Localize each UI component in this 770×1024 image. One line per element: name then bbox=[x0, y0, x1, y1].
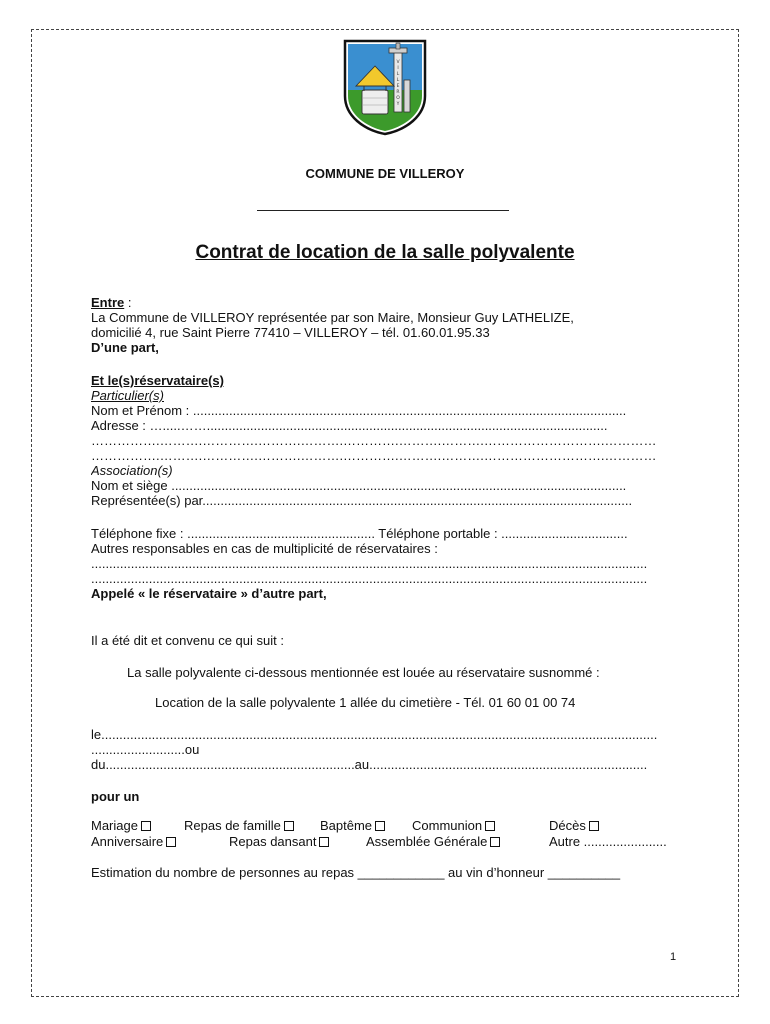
salle-louee: La salle polyvalente ci-dessous mentionnée est louée au réservataire susnommé : bbox=[127, 665, 600, 680]
svg-text:L: L bbox=[396, 78, 400, 83]
responsables-dots-2: .......................................................................................................................................................... bbox=[91, 571, 648, 586]
date-du-au-line: du.....................................................................au............................................................................. bbox=[91, 757, 648, 772]
svg-text:E: E bbox=[396, 84, 400, 89]
option-communion bbox=[412, 818, 495, 833]
separator-line bbox=[257, 210, 509, 211]
date-ou-line: ..........................ou bbox=[91, 742, 200, 757]
adresse-dots-1: …………….……….………….……….……….………….……….……….……………………….………… bbox=[91, 433, 657, 448]
option-repas-famille bbox=[184, 818, 294, 833]
option-mariage bbox=[91, 818, 151, 833]
svg-text:L: L bbox=[396, 72, 400, 77]
option-communion-label: Communion bbox=[412, 818, 483, 833]
autres-responsables-line: Autres responsables en cas de multiplicité de réservataires : bbox=[91, 541, 438, 556]
estimation-vin: au vin d’honneur __________ bbox=[448, 865, 621, 880]
une-part: D’une part, bbox=[91, 340, 159, 355]
dit-convenu: Il a été dit et convenu ce qui suit : bbox=[91, 633, 284, 648]
adresse-dots-2: …………….……….………….……….……….………….……….……….……………………….………… bbox=[91, 448, 657, 463]
page-number: 1 bbox=[670, 951, 677, 963]
svg-text:Y: Y bbox=[396, 102, 400, 107]
option-bapteme bbox=[320, 818, 385, 833]
checkbox-icon bbox=[375, 821, 385, 831]
location-address: Location de la salle polyvalente 1 allée du cimetière - Tél. 01 60 01 00 74 bbox=[155, 695, 576, 710]
entre-label: Entre bbox=[91, 295, 125, 310]
checkbox-icon bbox=[319, 837, 329, 847]
checkbox-icon bbox=[485, 821, 495, 831]
option-repas-dansant-label: Repas dansant bbox=[229, 834, 317, 849]
option-deces bbox=[549, 818, 599, 833]
checkbox-icon bbox=[589, 821, 599, 831]
contact-section bbox=[91, 526, 681, 601]
svg-text:O: O bbox=[396, 96, 400, 101]
representee-line: Représentée(s) par....................................................................................................................... bbox=[91, 493, 633, 508]
date-le-line: le.......................................................................................................................................................... bbox=[91, 727, 658, 742]
nom-prenom-line: Nom et Prénom : ........................................................................................................................ bbox=[91, 403, 627, 418]
appele-reservataire: Appelé « le réservataire » d’autre part, bbox=[91, 586, 327, 601]
option-anniversaire bbox=[91, 834, 176, 849]
parties-section bbox=[91, 295, 681, 355]
responsables-dots-1: .......................................................................................................................................................... bbox=[91, 556, 648, 571]
commune-heading: COMMUNE DE VILLEROY bbox=[305, 166, 465, 181]
entre-colon: : bbox=[124, 295, 132, 310]
option-mariage-label: Mariage bbox=[91, 818, 138, 833]
commune-representation: La Commune de VILLEROY représentée par son Maire, Monsieur Guy LATHELIZE, bbox=[91, 310, 574, 325]
option-repas-famille-label: Repas de famille bbox=[184, 818, 281, 833]
checkbox-icon bbox=[166, 837, 176, 847]
entre-line bbox=[91, 295, 681, 310]
contract-title: Contrat de location de la salle polyvalente bbox=[195, 242, 575, 263]
option-bapteme-label: Baptême bbox=[320, 818, 373, 833]
option-assemblee bbox=[366, 834, 500, 849]
telephone-line: Téléphone fixe : .................................................... Téléphone portable : ................................... bbox=[91, 526, 628, 541]
svg-text:R: R bbox=[396, 90, 400, 95]
pour-un-label: pour un bbox=[91, 789, 140, 804]
nom-siege-line: Nom et siège .............................................................................................................................. bbox=[91, 478, 627, 493]
svg-text:I: I bbox=[397, 66, 399, 71]
checkbox-icon bbox=[284, 821, 294, 831]
option-autre: Autre ....................... bbox=[549, 834, 667, 849]
associations-label: Association(s) bbox=[91, 463, 173, 478]
option-anniversaire-label: Anniversaire bbox=[91, 834, 164, 849]
estimation-repas: Estimation du nombre de personnes au repas ____________ bbox=[91, 865, 445, 880]
checkbox-icon bbox=[490, 837, 500, 847]
option-repas-dansant bbox=[229, 834, 329, 849]
option-deces-label: Décès bbox=[549, 818, 586, 833]
adresse-line: Adresse : ….....……............................................................................................................... bbox=[91, 418, 608, 433]
particuliers-label: Particulier(s) bbox=[91, 388, 164, 403]
reservataire-section bbox=[91, 373, 681, 508]
svg-text:V: V bbox=[396, 60, 400, 65]
dates-section bbox=[91, 727, 681, 772]
commune-logo-emblem bbox=[342, 38, 428, 136]
option-assemblee-label: Assemblée Générale bbox=[366, 834, 488, 849]
reservataire-heading: Et le(s)réservataire(s) bbox=[91, 373, 224, 388]
commune-address: domicilié 4, rue Saint Pierre 77410 – VILLEROY – tél. 01.60.01.95.33 bbox=[91, 325, 490, 340]
estimation-line bbox=[91, 865, 620, 880]
checkbox-icon bbox=[141, 821, 151, 831]
